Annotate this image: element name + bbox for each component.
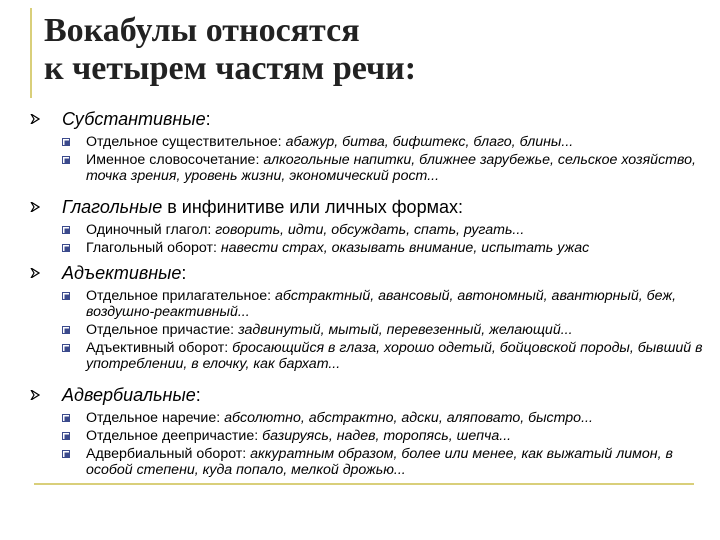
item-label: Одиночный глагол: (86, 222, 216, 238)
section-heading-term: Адвербиальные (62, 385, 196, 405)
list-item (28, 322, 708, 338)
item-examples: бросающийся в глаза, хорошо одетый, бойцовской породы, бывший в употреблении, в елочку, как бархат... (86, 340, 703, 372)
item-label: Отдельное существительное: (86, 134, 286, 150)
item-label: Адъективный оборот: (86, 340, 233, 356)
square-bullet-icon (62, 326, 70, 334)
section-heading-term: Субстантивные (62, 109, 206, 129)
title-line-2: к четырем частям речи: (44, 50, 417, 87)
square-bullet-icon (62, 244, 70, 252)
item-examples: говорить, идти, обсуждать, спать, ругать... (215, 222, 525, 238)
square-bullet-icon (62, 156, 70, 164)
title-line-1: Вокабулы относятся (44, 12, 360, 49)
slide-title (44, 12, 416, 88)
section-heading-rest: в инфинитиве или личных формах: (162, 197, 463, 217)
square-bullet-icon (62, 138, 70, 146)
item-label: Адвербиальный оборот: (86, 446, 251, 462)
square-bullet-icon (62, 226, 70, 234)
slide-content (28, 108, 708, 480)
square-bullet-icon (62, 292, 70, 300)
section-heading (28, 384, 708, 406)
section-heading-rest: : (181, 263, 187, 283)
section-adverbial (28, 384, 708, 478)
item-examples: навести страх, оказывать внимание, испытать ужас (220, 240, 590, 256)
arrow-bullet-icon (30, 202, 40, 212)
item-examples: аккуратным образом, более или менее, как выжатый лимон, в особой степени, куда попало, мелкой дрожью... (86, 446, 673, 478)
item-examples: абстрактный, авансовый, автономный, авантюрный, беж, воздушно-реактивный... (86, 288, 677, 320)
list-item (28, 222, 708, 238)
list-item (28, 428, 708, 444)
list-item (28, 410, 708, 426)
section-substantive (28, 108, 708, 184)
section-heading-rest: : (195, 385, 201, 405)
section-verbal (28, 196, 708, 256)
item-examples: алкогольные напитки, ближнее зарубежье, сельское хозяйство, точка зрения, уровень жизни, экономический рост... (86, 152, 696, 184)
square-bullet-icon (62, 414, 70, 422)
list-item (28, 446, 708, 478)
arrow-bullet-icon (30, 268, 40, 278)
section-heading-rest: : (205, 109, 211, 129)
section-heading (28, 196, 708, 218)
item-examples: абсолютно, абстрактно, адски, аляповато, быстро... (224, 410, 593, 426)
square-bullet-icon (62, 450, 70, 458)
list-item (28, 152, 708, 184)
item-label: Отдельное наречие: (86, 410, 225, 426)
section-heading (28, 108, 708, 130)
list-item (28, 240, 708, 256)
arrow-bullet-icon (30, 114, 40, 124)
section-heading-term: Глагольные (62, 197, 163, 217)
item-label: Отдельное причастие: (86, 322, 239, 338)
list-item (28, 134, 708, 150)
list-item (28, 288, 708, 320)
item-label: Глагольный оборот: (86, 240, 221, 256)
section-heading (28, 262, 708, 284)
item-examples: задвинутый, мытый, перевезенный, желающий... (238, 322, 573, 338)
item-examples: абажур, битва, бифштекс, благо, блины... (285, 134, 574, 150)
list-item (28, 340, 708, 372)
title-accent-vertical-line (30, 8, 32, 98)
item-label: Отдельное прилагательное: (86, 288, 276, 304)
section-heading-term: Адъективные (62, 263, 182, 283)
item-label: Отдельное деепричастие: (86, 428, 263, 444)
item-label: Именное словосочетание: (86, 152, 264, 168)
square-bullet-icon (62, 344, 70, 352)
arrow-bullet-icon (30, 390, 40, 400)
square-bullet-icon (62, 432, 70, 440)
footer-accent-line (34, 483, 694, 485)
item-examples: базируясь, надев, торопясь, шепча... (262, 428, 512, 444)
section-adjectival (28, 262, 708, 372)
